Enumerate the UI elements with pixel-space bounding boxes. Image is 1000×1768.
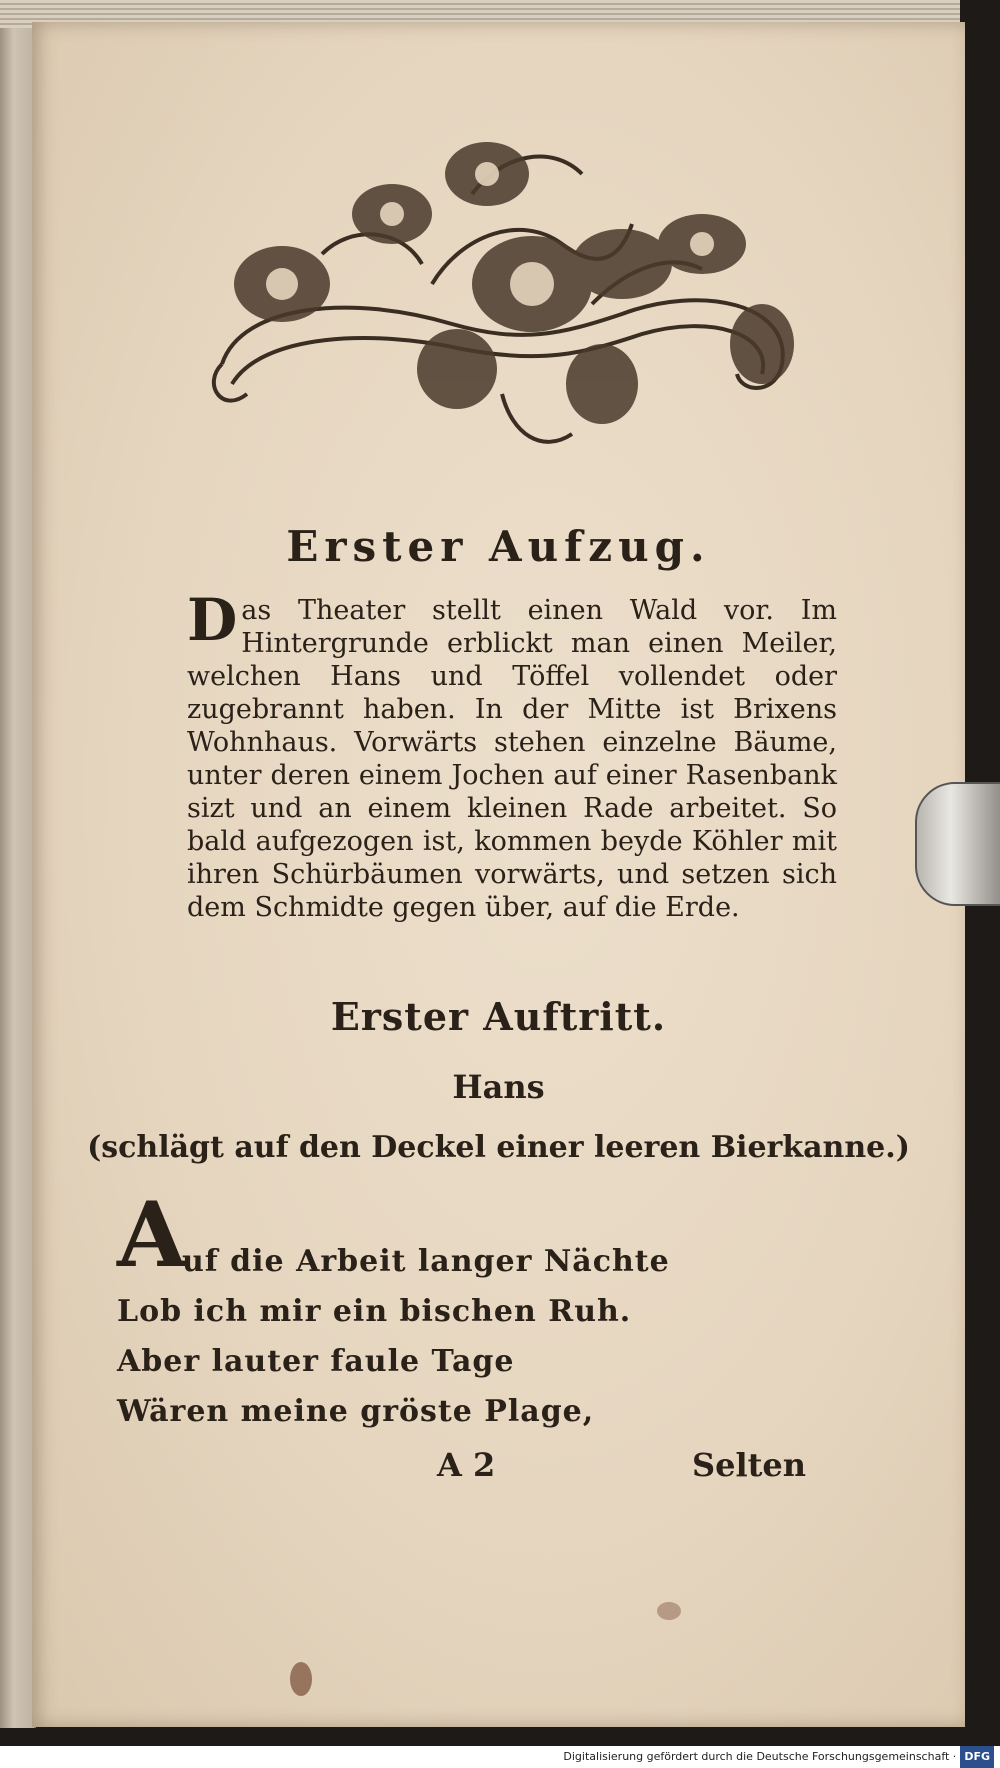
description-text: as Theater stellt einen Wald vor. Im Hintergrunde erblickt man einen Meiler, welchen Hans und Töffel vollendet oder zugebrannt haben. In der Mitte ist Brixens Wohnhaus. Vorwärts stehen einzelne Bäume, unter deren einem Jochen auf einer Rasenbank sizt und an einem kleinen Rade arbeitet. So bald aufgezogen ist, kommen beyde Köhler mit ihren Schürbäumen vorwärts, und setzen sich dem Schmidte gegen über, auf die Erde. [187,595,837,923]
speaker-name: Hans [452,1068,545,1106]
description-dropcap: D [187,586,238,654]
footer-text: Digitalisierung gefördert durch die Deutsche Forschungsgemeinschaft · [563,1750,957,1763]
act-heading: Erster Aufzug. [286,522,711,571]
verse-line-1: uf die Arbeit langer Nächte [182,1244,670,1279]
scene-title: Erster Auftritt. [330,994,667,1039]
stage-description [187,586,837,924]
floral-ornament [202,134,822,464]
verse-line-2: Lob ich mir ein bischen Ruh. [117,1294,632,1329]
stage-direction: (schlägt auf den Deckel einer leeren Bierkanne.) [87,1130,910,1165]
verse-line-4: Wären meine gröste Plage, [117,1394,595,1429]
signature-mark: A 2 [437,1446,496,1484]
page-clip [915,782,1000,906]
page-stain [290,1662,312,1696]
verse-dropcap: A [117,1182,187,1288]
page-stain [657,1602,681,1620]
book-page [32,22,965,1727]
previous-page-edge [0,28,36,1728]
dfg-logo: DFG [960,1746,994,1768]
catchword: Selten [692,1446,807,1484]
digitization-footer [0,1746,1000,1768]
verse-line-3: Aber lauter faule Tage [117,1344,515,1379]
